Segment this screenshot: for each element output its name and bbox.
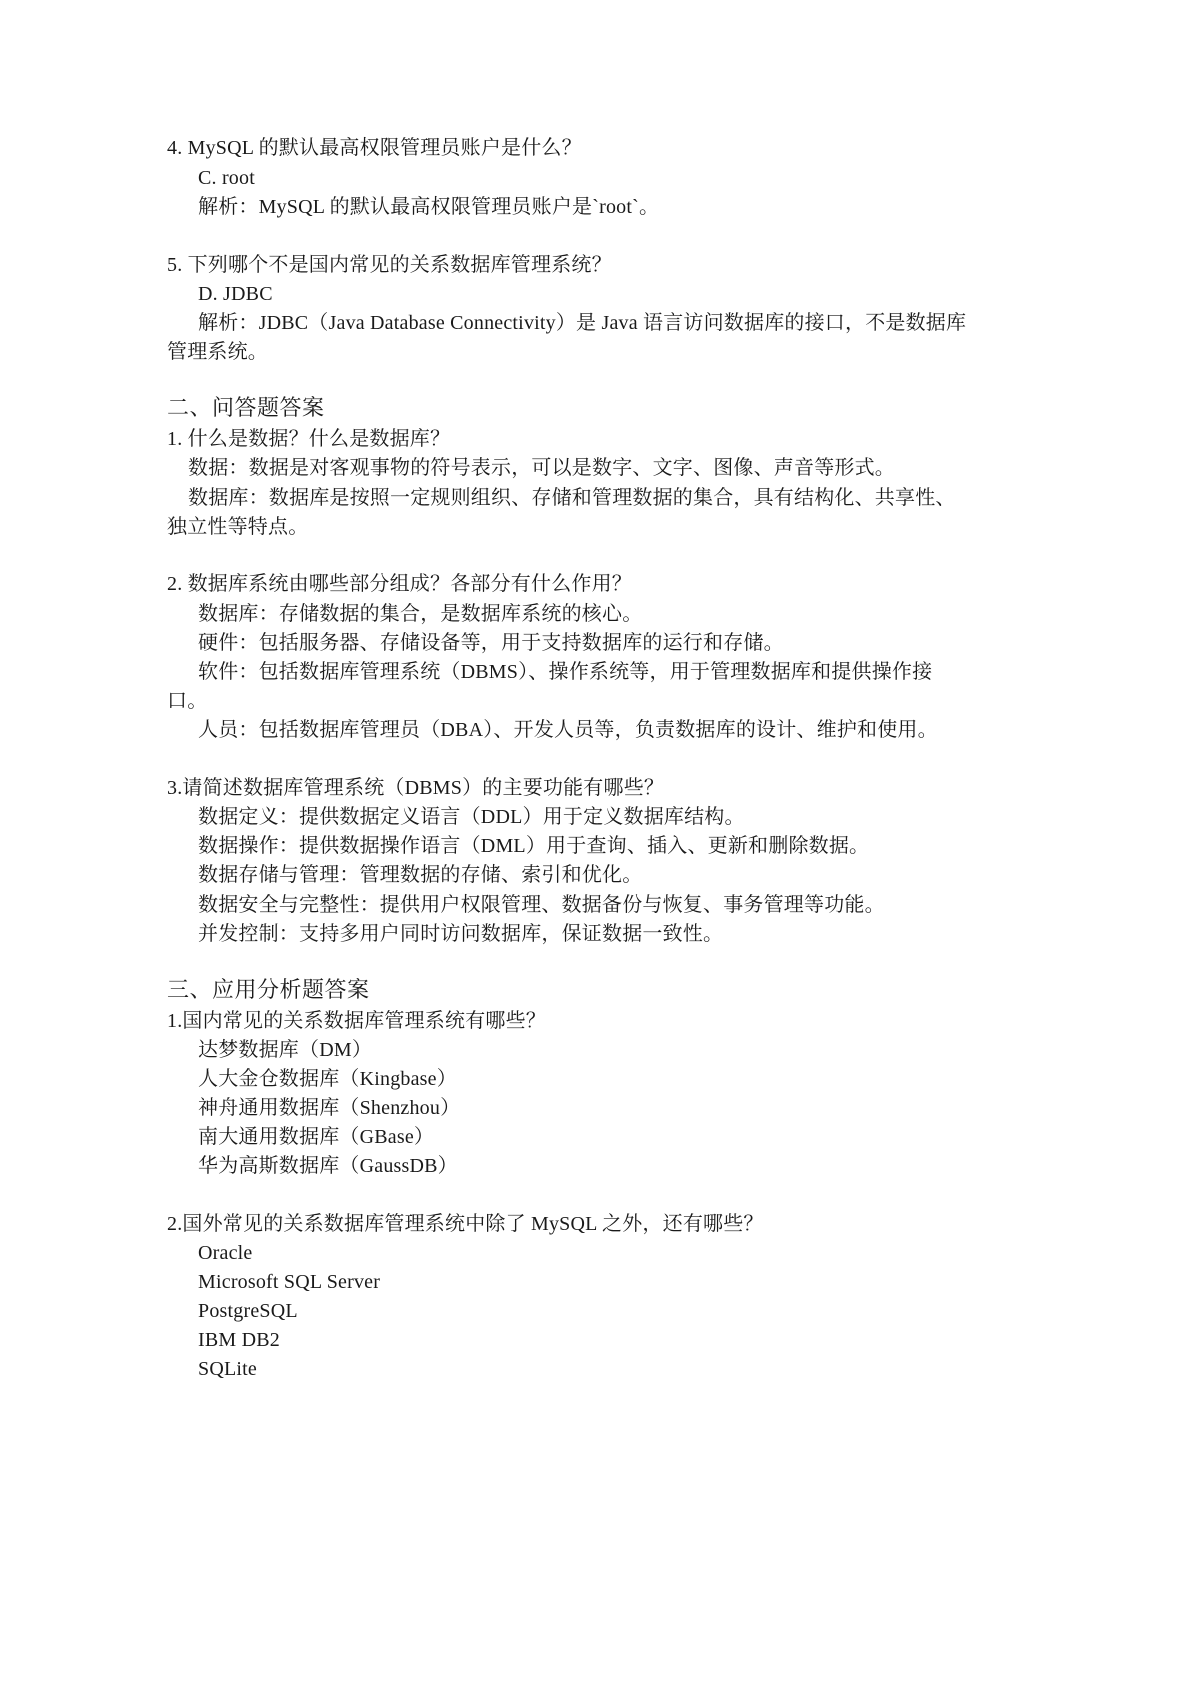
qa-q3-question: 3.请简述数据库管理系统（DBMS）的主要功能有哪些？ <box>167 777 665 799</box>
qa-q2-database: 数据库：存储数据的集合，是数据库系统的核心。 <box>198 603 643 625</box>
qa-q3-item: 数据存储与管理：管理数据的存储、索引和优化。 <box>198 864 643 886</box>
qa-q2-software-line2: 口。 <box>167 690 208 712</box>
mc-q5-explanation-line1: 解析：JDBC（Java Database Connectivity）是 Java 语言访问数据库的接口，不是数据库 <box>198 312 967 334</box>
mc-q4-question: 4. MySQL 的默认最高权限管理员账户是什么？ <box>167 137 582 159</box>
analysis-q2-item: Oracle <box>198 1242 253 1264</box>
qa-q1-database-definition-line2: 独立性等特点。 <box>167 516 309 538</box>
qa-q1-database-definition-line1: 数据库：数据库是按照一定规则组织、存储和管理数据的集合，具有结构化、共享性、 <box>188 487 956 509</box>
section-heading-qa: 二、问答题答案 <box>167 396 325 421</box>
qa-q1-data-definition: 数据：数据是对客观事物的符号表示，可以是数字、文字、图像、声音等形式。 <box>188 457 895 479</box>
analysis-q2-question: 2.国外常见的关系数据库管理系统中除了 MySQL 之外，还有哪些？ <box>167 1213 764 1235</box>
qa-q3-item: 数据操作：提供数据操作语言（DML）用于查询、插入、更新和删除数据。 <box>198 835 870 857</box>
analysis-q2-item: PostgreSQL <box>198 1300 298 1322</box>
qa-q2-software-line1: 软件：包括数据库管理系统（DBMS）、操作系统等，用于管理数据库和提供操作接 <box>198 661 933 683</box>
qa-q3-item: 并发控制：支持多用户同时访问数据库，保证数据一致性。 <box>198 923 724 945</box>
analysis-q2-item: IBM DB2 <box>198 1329 280 1351</box>
mc-q5-explanation-line2: 管理系统。 <box>167 341 268 363</box>
mc-q5-question: 5. 下列哪个不是国内常见的关系数据库管理系统？ <box>167 254 612 276</box>
qa-q3-item: 数据安全与完整性：提供用户权限管理、数据备份与恢复、事务管理等功能。 <box>198 894 885 916</box>
qa-q2-question: 2. 数据库系统由哪些部分组成？各部分有什么作用？ <box>167 573 632 595</box>
mc-q5-answer: D. JDBC <box>198 283 273 305</box>
qa-q2-hardware: 硬件：包括服务器、存储设备等，用于支持数据库的运行和存储。 <box>198 632 784 654</box>
analysis-q1-item: 神舟通用数据库（Shenzhou） <box>198 1097 461 1119</box>
analysis-q2-item: SQLite <box>198 1358 257 1380</box>
section-heading-analysis: 三、应用分析题答案 <box>167 978 370 1003</box>
analysis-q1-item: 南大通用数据库（GBase） <box>198 1126 435 1148</box>
qa-q3-item: 数据定义：提供数据定义语言（DDL）用于定义数据库结构。 <box>198 806 745 828</box>
analysis-q1-item: 华为高斯数据库（GaussDB） <box>198 1155 458 1177</box>
analysis-q1-question: 1.国内常见的关系数据库管理系统有哪些？ <box>167 1010 546 1032</box>
qa-q2-personnel: 人员：包括数据库管理员（DBA）、开发人员等，负责数据库的设计、维护和使用。 <box>198 719 938 741</box>
mc-q4-explanation: 解析：MySQL 的默认最高权限管理员账户是`root`。 <box>198 196 660 218</box>
qa-q1-question: 1. 什么是数据？什么是数据库？ <box>167 428 451 450</box>
mc-q4-answer: C. root <box>198 167 255 189</box>
analysis-q1-item: 人大金仓数据库（Kingbase） <box>198 1068 457 1090</box>
analysis-q1-item: 达梦数据库（DM） <box>198 1039 373 1061</box>
analysis-q2-item: Microsoft SQL Server <box>198 1271 381 1293</box>
